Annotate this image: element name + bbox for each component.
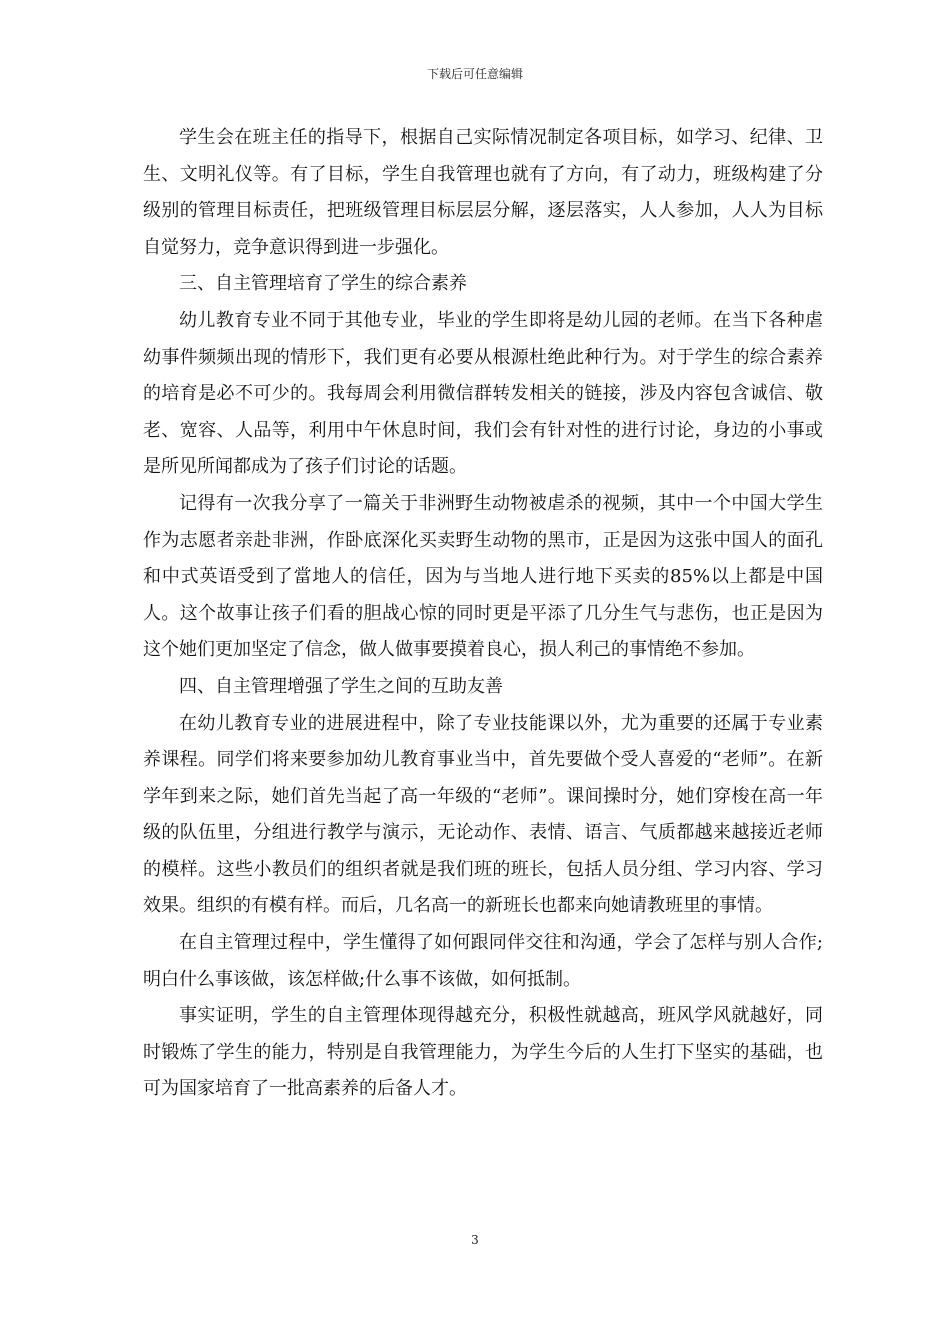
page-number: 3	[471, 1233, 479, 1247]
paragraph-mutual-help: 在幼儿教育专业的进展进程中，除了专业技能课以外，尤为重要的还属于专业素养课程。同学们将来要参加幼儿教育事业当中，首先要做个受人喜爱的“老师”。在新学年到来之际，她们首先当起了高一年级的“老师”。课间操时分，她们穿梭在高一年级的队伍里，分组进行教学与演示，无论动作、表情、语言、气质都越来越接近老师的模样。这些小教员们的组织者就是我们班的班长，包括人员分组、学习内容、学习效果。组织的有模有样。而后，几名高一的新班长也都来向她请教班里的事情。	[143, 712, 823, 917]
paragraph-cooperation: 在自主管理过程中，学生懂得了如何跟同伴交往和沟通，学会了怎样与别人合作;明白什么事该做，该怎样做;什么事不该做，如何抵制。	[143, 932, 823, 990]
document-body	[143, 120, 823, 1108]
paragraph-comprehensive-quality: 幼儿教育专业不同于其他专业，毕业的学生即将是幼儿园的老师。在当下各种虐幼事件频频出现的情形下，我们更有必要从根源杜绝此种行为。对于学生的综合素养的培育是必不可少的。我每周会利用微信群转发相关的链接，涉及内容包含诚信、敬老、宽容、人品等，利用中午休息时间，我们会有针对性的进行讨论，身边的小事或是所见所闻都成为了孩子们讨论的话题。	[143, 309, 823, 478]
paragraph-conclusion: 事实证明，学生的自主管理体现得越充分，积极性就越高，班风学风就越好，同时锻炼了学生的能力，特别是自我管理能力，为学生今后的人生打下坚实的基础，也可为国家培育了一批高素养的后备人才。	[143, 1005, 823, 1100]
page-header: 下载后可任意编辑	[426, 67, 523, 81]
paragraph-goals: 学生会在班主任的指导下，根据自己实际情况制定各项目标，如学习、纪律、卫生、文明礼仪等。有了目标，学生自我管理也就有了方向，有了动力，班级构建了分级别的管理目标责任，把班级管理目标层层分解，逐层落实，人人参加，人人为目标自觉努力，竞争意识得到进一步强化。	[143, 127, 823, 258]
paragraph-wildlife-story: 记得有一次我分享了一篇关于非洲野生动物被虐杀的视频，其中一个中国大学生作为志愿者亲赴非洲，作卧底深化买卖野生动物的黑市，正是因为这张中国人的面孔和中式英语受到了當地人的信任，因为与当地人进行地下买卖的85%以上都是中国人。这个故事让孩子们看的胆战心惊的同时更是平添了几分生气与悲伤，也正是因为这个她们更加坚定了信念，做人做事要摸着良心，损人利己的事情绝不参加。	[143, 492, 823, 661]
section-heading-4: 四、自主管理增强了学生之间的互助友善	[179, 675, 503, 697]
section-heading-3: 三、自主管理培育了学生的综合素养	[179, 273, 467, 295]
